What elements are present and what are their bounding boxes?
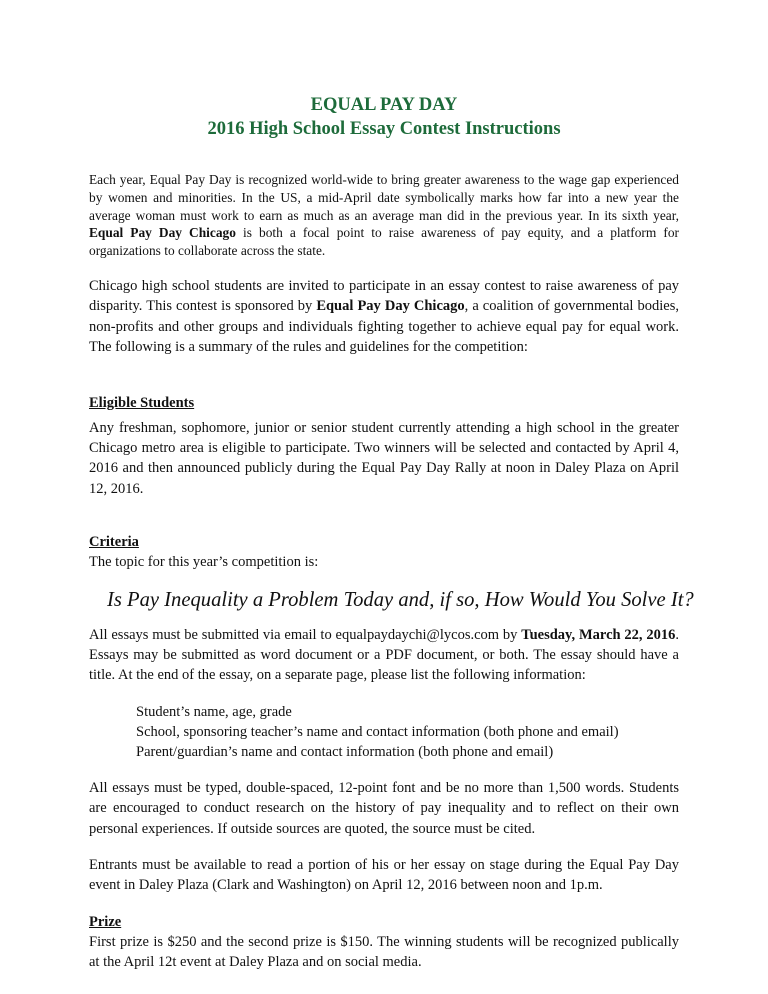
invite-bold-org: Equal Pay Day Chicago bbox=[316, 298, 465, 315]
list-item: Student’s name, age, grade bbox=[136, 703, 292, 720]
title-line-2: 2016 High School Essay Contest Instructions bbox=[207, 119, 561, 139]
title-line-1: EQUAL PAY DAY bbox=[310, 95, 458, 115]
document-page bbox=[89, 93, 694, 973]
submission-text-a: All essays must be submitted via email to equalpaydaychi@lycos.com by bbox=[89, 626, 522, 643]
criteria-intro: The topic for this year’s competition is: bbox=[89, 554, 319, 571]
intro-bold-org: Equal Pay Day Chicago bbox=[89, 225, 236, 241]
eligible-paragraph: Any freshman, sophomore, junior or senior student currently attending a high school in the greater Chicago metro area is eligible to participate. Two winners will be selected and contacted by April 4, 2016 and then announced publicly during the Equal Pay Day Rally at noon in Daley Plaza on April 12, 2016. bbox=[89, 419, 679, 497]
prize-paragraph: First prize is $250 and the second prize is $150. The winning students will be recognized publically at the April 12t event at Daley Plaza and on social media. bbox=[89, 933, 679, 971]
submission-paragraph bbox=[89, 625, 679, 686]
entrants-paragraph: Entrants must be available to read a portion of his or her essay on stage during the Equal Pay Day event in Daley Plaza (Clark and Washington) on April 12, 2016 between noon and 1p.m. bbox=[89, 857, 679, 894]
format-paragraph: All essays must be typed, double-spaced, 12-point font and be no more than 1,500 words. Students are encouraged to conduct research on the history of pay inequality and to reflect on their own personal experiences. If outside sources are quoted, the source must be cited. bbox=[89, 779, 679, 837]
invite-paragraph bbox=[89, 276, 679, 358]
list-item: Parent/guardian’s name and contact information (both phone and email) bbox=[136, 743, 554, 760]
prize-heading: Prize bbox=[89, 913, 122, 930]
criteria-heading: Criteria bbox=[89, 534, 139, 551]
intro-text-a: Each year, Equal Pay Day is recognized world-wide to bring greater awareness to the wage gap experienced by women and minorities. In the US, a mid-April date symbolically marks how far into a new year the average woman must work to earn as much as an average man did in the previous year. In its sixth year, bbox=[89, 172, 679, 223]
submission-text-b: . Essays may be submitted as word document or a PDF document, or both. The essay should have a title. At the end of the essay, on a separate page, please list the following information: bbox=[89, 626, 679, 684]
intro-text-b: is both a focal point to raise awareness of pay equity, and a platform for organizations to collaborate across the state. bbox=[89, 225, 679, 259]
eligible-heading: Eligible Students bbox=[89, 394, 195, 411]
required-info-list bbox=[89, 702, 679, 762]
document-title bbox=[89, 93, 679, 141]
submission-deadline: Tuesday, March 22, 2016 bbox=[521, 626, 676, 643]
invite-text-a: Chicago high school students are invited to participate in an essay contest to raise awareness of pay disparity. This contest is sponsored by bbox=[89, 277, 679, 315]
intro-paragraph bbox=[89, 171, 679, 260]
essay-topic: Is Pay Inequality a Problem Today and, if so, How Would You Solve It? bbox=[107, 588, 694, 611]
list-item: School, sponsoring teacher’s name and contact information (both phone and email) bbox=[136, 723, 619, 740]
invite-text-b: , a coalition of governmental bodies, non-profits and other groups and individuals fighting together to achieve equal pay for equal work. The following is a summary of the rules and guidelines for the competition: bbox=[89, 298, 679, 356]
